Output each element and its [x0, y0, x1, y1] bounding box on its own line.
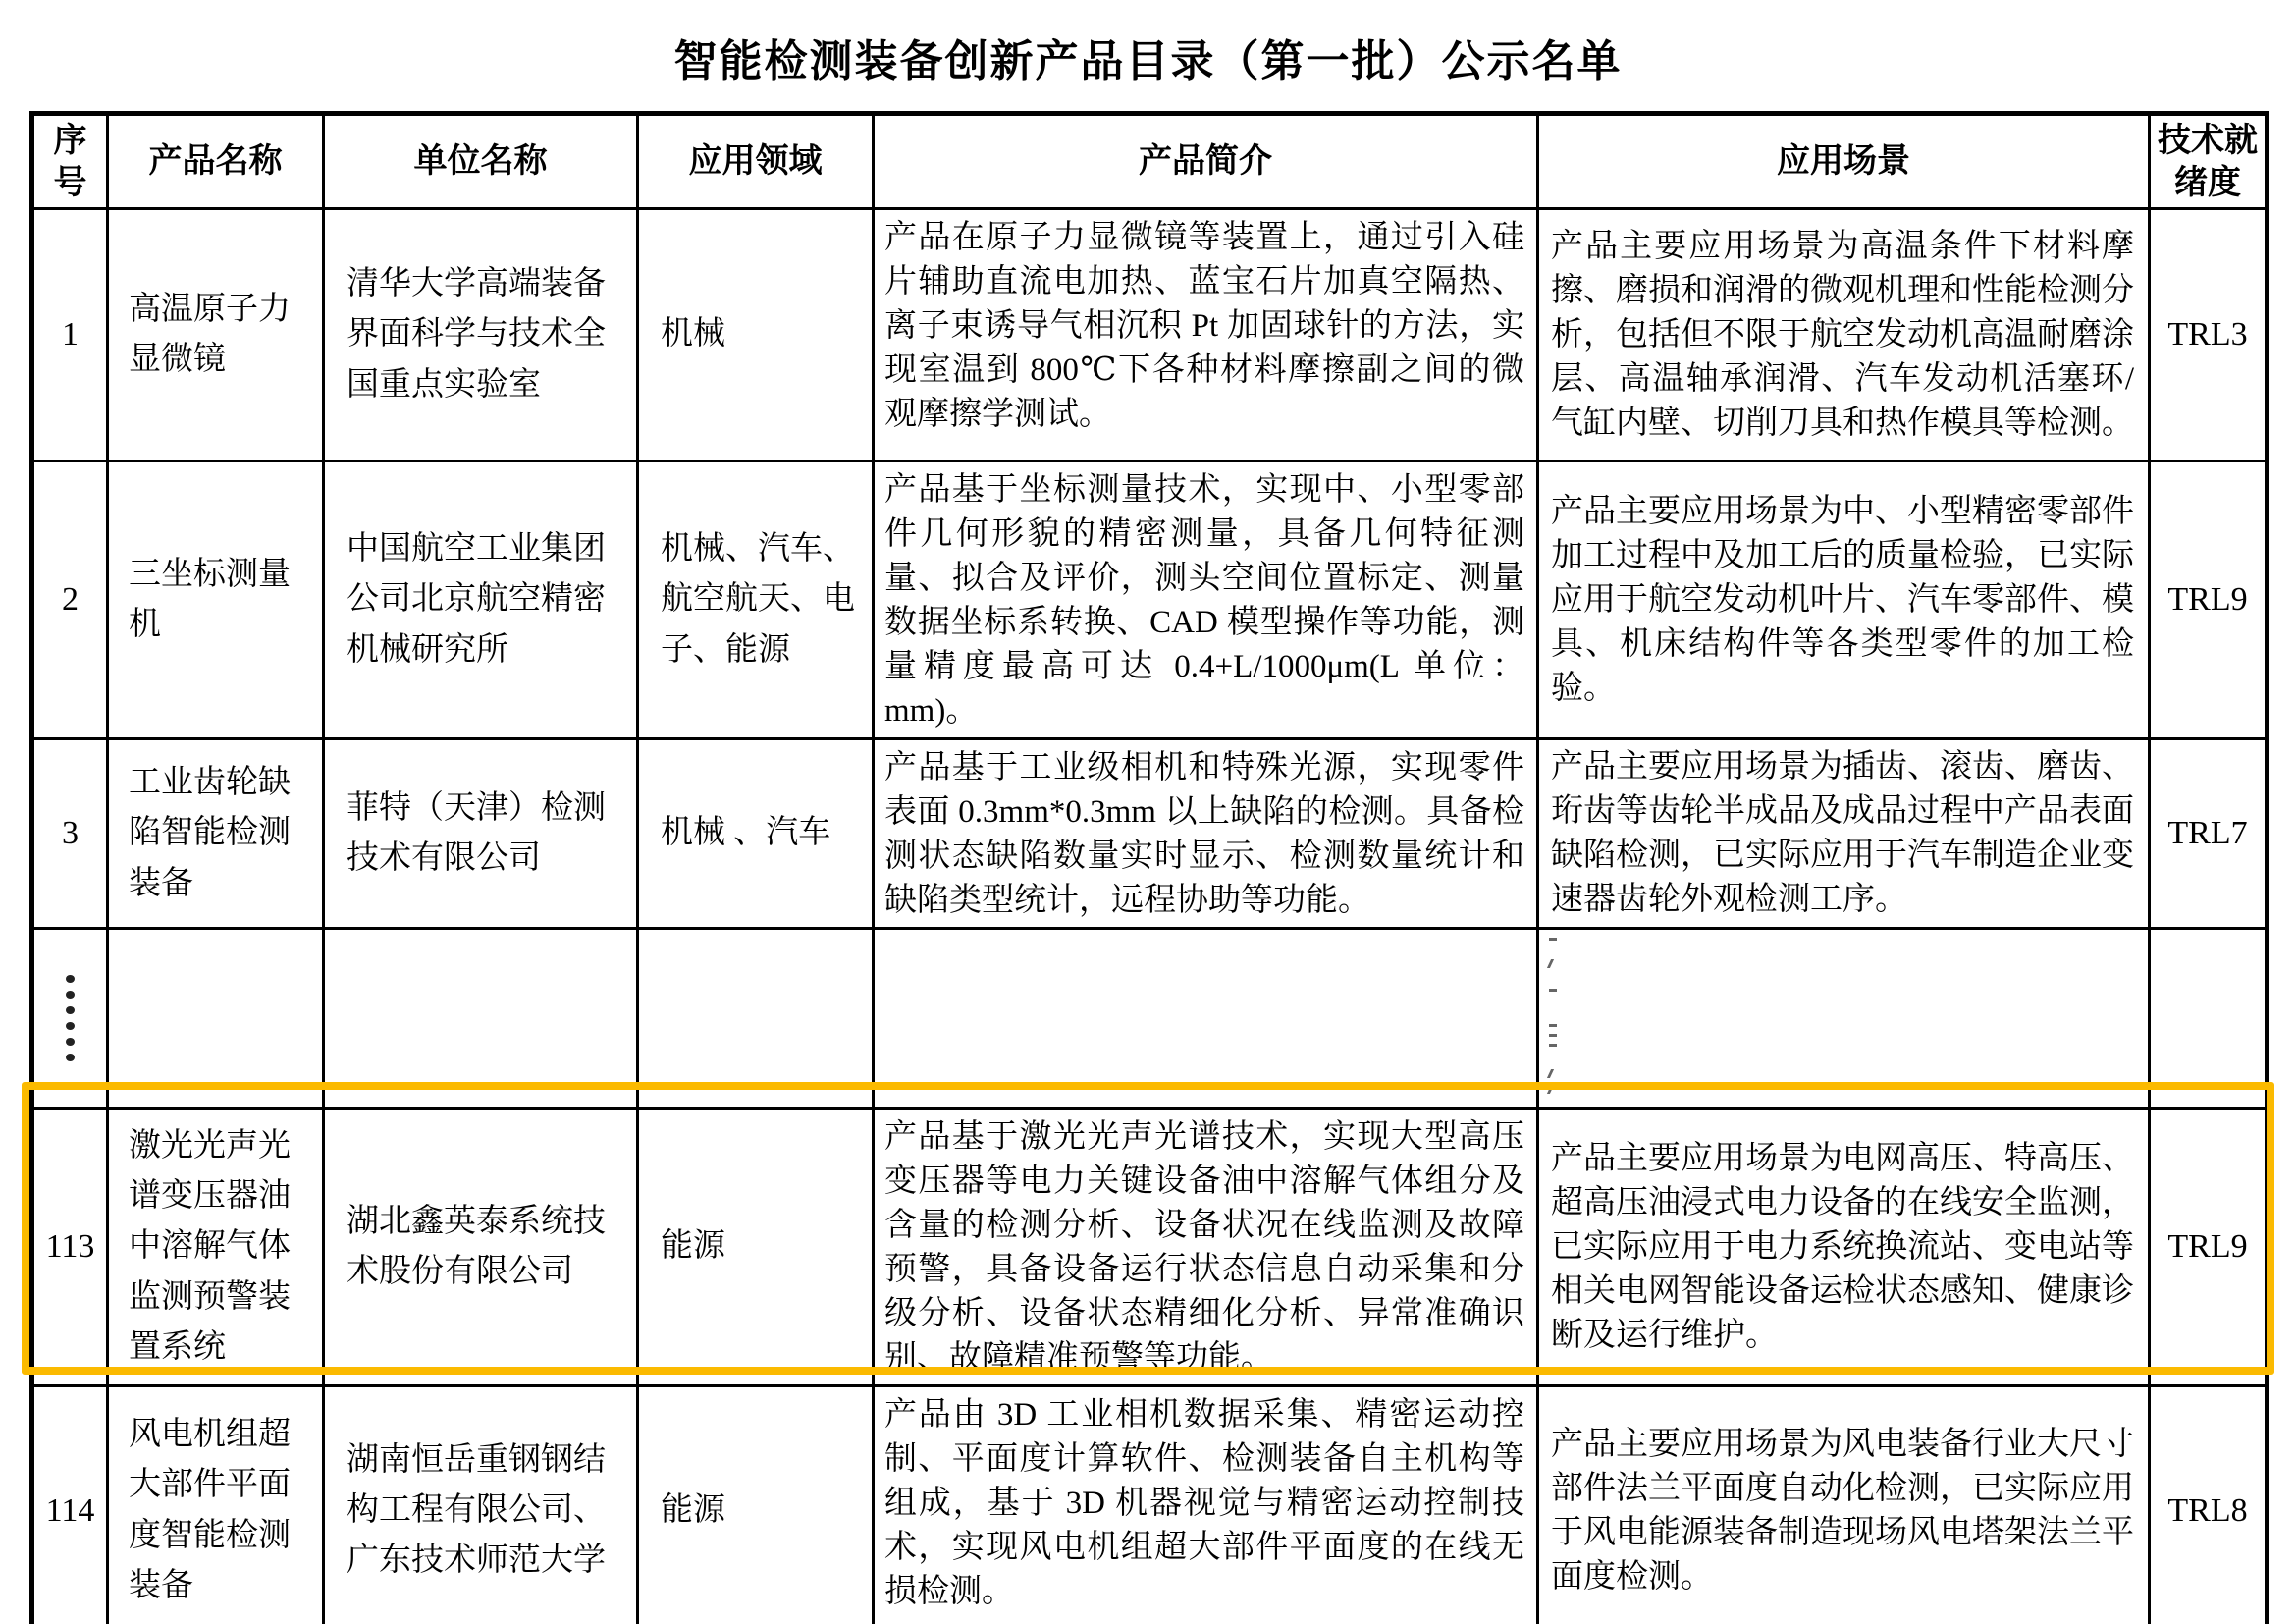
application-field-3: 机械 、汽车 — [638, 739, 874, 929]
org-name-114: 湖南恒岳重钢钢结构工程有限公司、广东技术师范大学 — [324, 1386, 638, 1624]
application-field-1: 机械 — [638, 209, 874, 461]
col-header-6: 应用场景 — [1538, 114, 2150, 209]
table-row-1 — [32, 209, 2268, 461]
col-header-7: 技术就绪度 — [2150, 114, 2268, 209]
table-row-2 — [32, 461, 2268, 739]
org-name-2: 中国航空工业集团公司北京航空精密机械研究所 — [324, 461, 638, 739]
trl-badge-113: TRL9 — [2150, 1109, 2268, 1386]
application-scenario-113: 产品主要应用场景为电网高压、特高压、超高压油浸式电力设备的在线安全监测，已实际应用于电力系统换流站、变电站等相关电网智能设备运检状态感知、健康诊断及运行维护。 — [1538, 1109, 2150, 1386]
col-header-4: 应用领域 — [638, 114, 874, 209]
product-intro-3: 产品基于工业级相机和特殊光源，实现零件表面 0.3mm*0.3mm 以上缺陷的检测。具备检测状态缺陷数量实时显示、检测数量统计和缺陷类型统计，远程协助等功能。 — [874, 739, 1538, 929]
product-name-113: 激光光声光谱变压器油中溶解气体监测预警装置系统 — [108, 1109, 324, 1386]
table-row-3 — [32, 739, 2268, 929]
col-header-3: 单位名称 — [324, 114, 638, 209]
empty-cell — [108, 929, 324, 1109]
product-intro-114: 产品由 3D 工业相机数据采集、精密运动控制、平面度计算软件、检测装备自主机构等组成，基于 3D 机器视觉与精密运动控制技术，实现风电机组超大部件平面度的在线无损检测。 — [874, 1386, 1538, 1624]
empty-cell — [2150, 929, 2268, 1109]
application-scenario-114: 产品主要应用场景为风电装备行业大尺寸部件法兰平面度自动化检测，已实际应用于风电能源装备制造现场风电塔架法兰平面度检测。 — [1538, 1386, 2150, 1624]
product-name-3: 工业齿轮缺陷智能检测装备 — [108, 739, 324, 929]
vertical-ellipsis-dots — [32, 929, 108, 1109]
page-title: 智能检测装备创新产品目录（第一批）公示名单 — [673, 37, 1623, 85]
trl-badge-1: TRL3 — [2150, 209, 2268, 461]
product-catalog-table — [29, 111, 2269, 1624]
ellipsis-row — [32, 929, 2268, 1109]
trl-badge-2: TRL9 — [2150, 461, 2268, 739]
application-field-114: 能源 — [638, 1386, 874, 1624]
col-header-2: 产品名称 — [108, 114, 324, 209]
product-name-114: 风电机组超大部件平面度智能检测装备 — [108, 1386, 324, 1624]
empty-cell — [324, 929, 638, 1109]
org-name-113: 湖北鑫英泰系统技术股份有限公司 — [324, 1109, 638, 1386]
col-header-5: 产品简介 — [874, 114, 1538, 209]
org-name-3: 菲特（天津）检测技术有限公司 — [324, 739, 638, 929]
trl-badge-3: TRL7 — [2150, 739, 2268, 929]
seq-2: 2 — [32, 461, 108, 739]
application-scenario-2: 产品主要应用场景为中、小型精密零部件加工过程中及加工后的质量检验，已实际应用于航空发动机叶片、汽车零部件、模具、机床结构件等各类型零件的加工检验。 — [1538, 461, 2150, 739]
application-field-113: 能源 — [638, 1109, 874, 1386]
application-scenario-3: 产品主要应用场景为插齿、滚齿、磨齿、珩齿等齿轮半成品及成品过程中产品表面缺陷检测，已实际应用于汽车制造企业变速器齿轮外观检测工序。 — [1538, 739, 2150, 929]
empty-cell — [638, 929, 874, 1109]
table-row-114 — [32, 1386, 2268, 1624]
application-scenario-1: 产品主要应用场景为高温条件下材料摩擦、磨损和润滑的微观机理和性能检测分析，包括但不限于航空发动机高温耐磨涂层、高温轴承润滑、汽车发动机活塞环/气缸内壁、切削刀具和热作模具等检测。 — [1538, 209, 2150, 461]
header-row — [32, 114, 2268, 209]
product-name-1: 高温原子力显微镜 — [108, 209, 324, 461]
org-name-1: 清华大学高端装备界面科学与技术全国重点实验室 — [324, 209, 638, 461]
product-name-2: 三坐标测量机 — [108, 461, 324, 739]
seq-114: 114 — [32, 1386, 108, 1624]
col-header-1: 序号 — [32, 114, 108, 209]
empty-cell — [874, 929, 1538, 1109]
seq-3: 3 — [32, 739, 108, 929]
seq-113: 113 — [32, 1109, 108, 1386]
product-intro-1: 产品在原子力显微镜等装置上，通过引入硅片辅助直流电加热、蓝宝石片加真空隔热、离子束诱导气相沉积 Pt 加固球针的方法，实现室温到 800℃下各种材料摩擦副之间的微观摩擦学测试。 — [874, 209, 1538, 461]
application-field-2: 机械、汽车、航空航天、电子、能源 — [638, 461, 874, 739]
trl-badge-114: TRL8 — [2150, 1386, 2268, 1624]
empty-cell-with-scan-artifacts — [1538, 929, 2150, 1109]
product-intro-113: 产品基于激光光声光谱技术，实现大型高压变压器等电力关键设备油中溶解气体组分及含量的检测分析、设备状况在线监测及故障预警，具备设备运行状态信息自动采集和分级分析、设备状态精细化分析、异常准确识别、故障精准预警等功能。 — [874, 1109, 1538, 1386]
product-intro-2: 产品基于坐标测量技术，实现中、小型零部件几何形貌的精密测量，具备几何特征测量、拟合及评价，测头空间位置标定、测量数据坐标系转换、CAD 模型操作等功能，测量精度最高可达 0.4+L/1000μm(L 单位：mm)。 — [874, 461, 1538, 739]
table-row-113 — [32, 1109, 2268, 1386]
seq-1: 1 — [32, 209, 108, 461]
